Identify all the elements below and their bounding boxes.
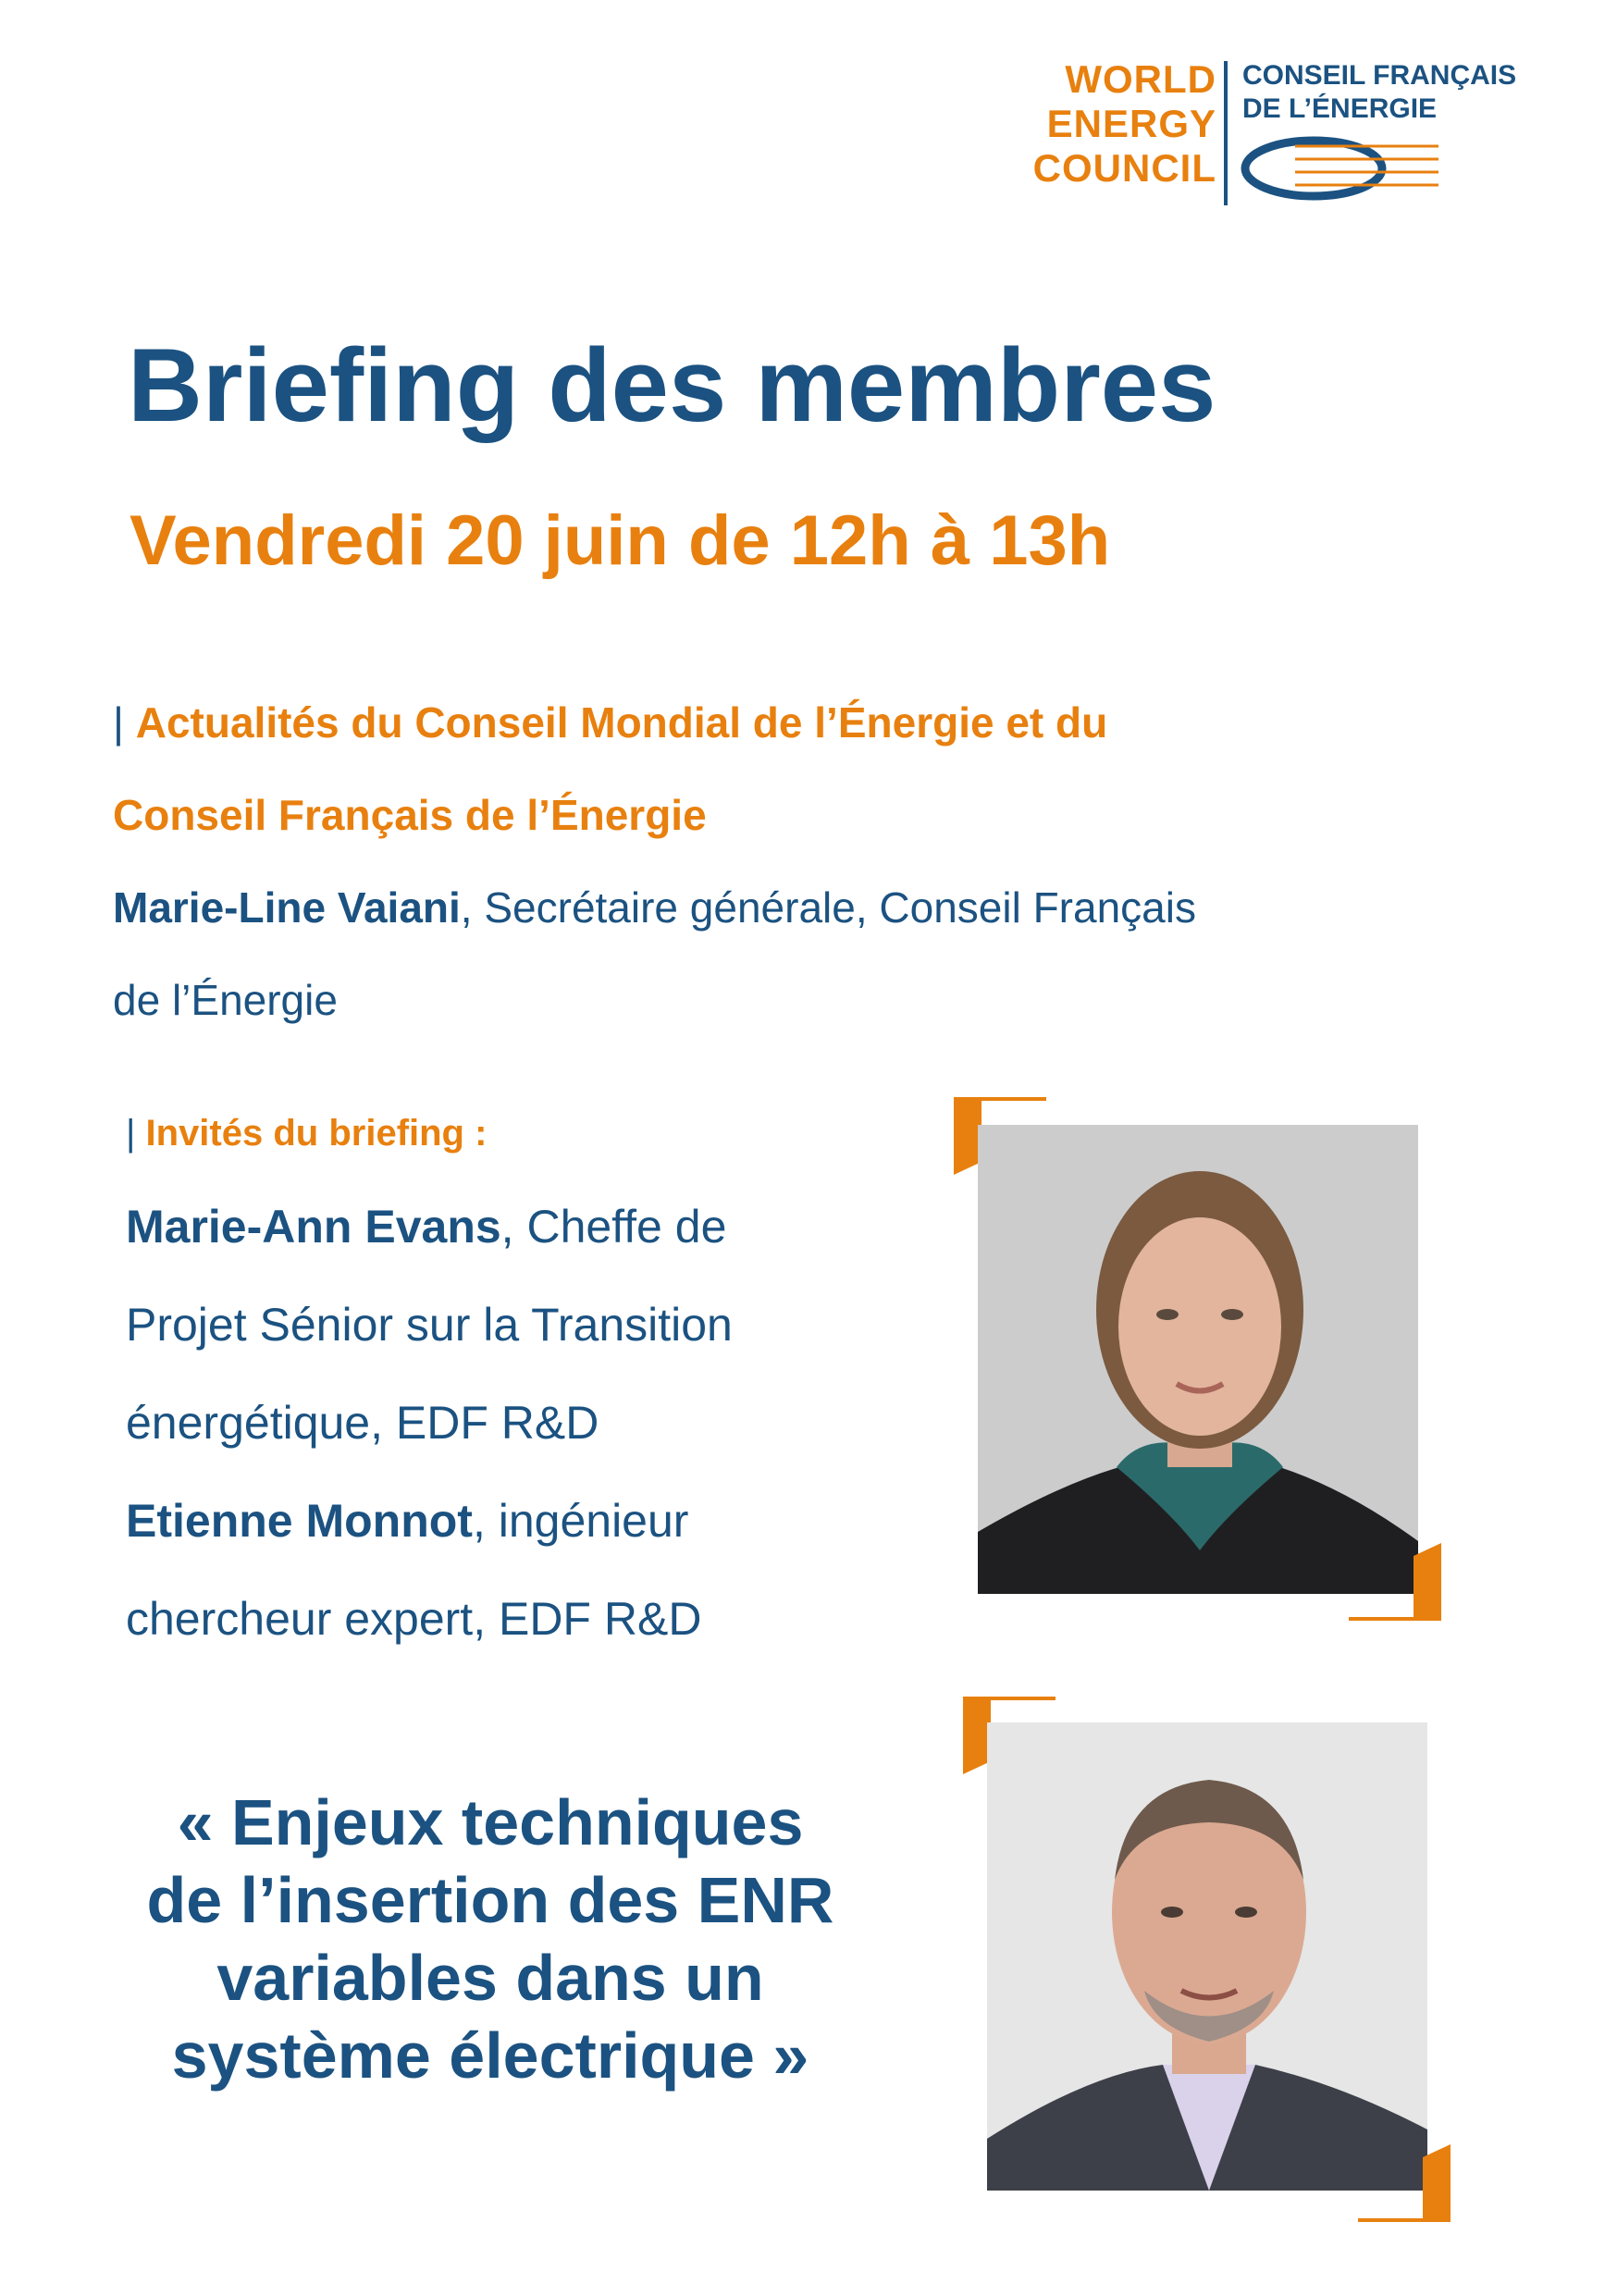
section-pipe: | (126, 1113, 136, 1154)
quote-line: système électrique » (171, 2019, 809, 2092)
quote-line: « Enjeux techniques (177, 1786, 804, 1858)
cfe-emblem-icon (1240, 130, 1443, 204)
cfe-logo-text (1242, 59, 1516, 126)
guest2-photo (987, 1722, 1427, 2191)
guest1-photo (978, 1125, 1418, 1594)
section1-heading-cont: Conseil Français de l’Énergie (113, 791, 707, 839)
photo-corner-accent (1358, 2144, 1451, 2222)
section1-heading: Actualités du Conseil Mondial de l’Énergie et du (135, 698, 1108, 747)
guest1-row (126, 1201, 726, 1253)
guest1-portrait-icon (978, 1125, 1418, 1594)
guest2-role-cont: chercheur expert, EDF R&D (126, 1593, 702, 1645)
guest2-portrait-icon (987, 1722, 1427, 2191)
cfe-logo-line: DE L’ÉNERGIE (1242, 93, 1438, 124)
speaker-role: , Secrétaire générale, Conseil Français (460, 883, 1196, 932)
guest1-name: Marie-Ann Evans (126, 1201, 501, 1253)
wec-logo-line: COUNCIL (1032, 146, 1216, 190)
section2-heading-row (126, 1110, 487, 1156)
logo-divider (1224, 61, 1228, 205)
event-date: Vendredi 20 juin de 12h à 13h (130, 501, 1111, 580)
section1-heading-row (113, 697, 1107, 748)
section2-heading: Invités du briefing : (145, 1113, 488, 1154)
wec-logo-line: ENERGY (1046, 102, 1216, 145)
wec-logo-text (994, 57, 1216, 191)
section-pipe: | (113, 698, 124, 747)
guest1-role: , Cheffe de (500, 1201, 727, 1253)
guest2-name: Etienne Monnot (126, 1495, 473, 1547)
cfe-logo-line: CONSEIL FRANÇAIS (1242, 60, 1517, 91)
quote-line: variables dans un (216, 1942, 764, 2014)
speaker-role-cont: de l’Énergie (113, 976, 338, 1024)
speaker-name: Marie-Line Vaiani (113, 883, 461, 932)
photo-corner-accent (1349, 1543, 1441, 1621)
page-title: Briefing des membres (128, 327, 1216, 443)
wec-logo-line: WORLD (1065, 57, 1216, 101)
briefing-topic-quote (83, 1784, 897, 2094)
section1-speaker-row (113, 882, 1196, 933)
guest2-role: , ingénieur (472, 1495, 689, 1547)
guest2-row (126, 1495, 688, 1547)
guest1-role-cont: Projet Sénior sur la Transition (126, 1299, 733, 1351)
guest1-role-cont: énergétique, EDF R&D (126, 1397, 599, 1449)
quote-line: de l’insertion des ENR (146, 1864, 834, 1936)
